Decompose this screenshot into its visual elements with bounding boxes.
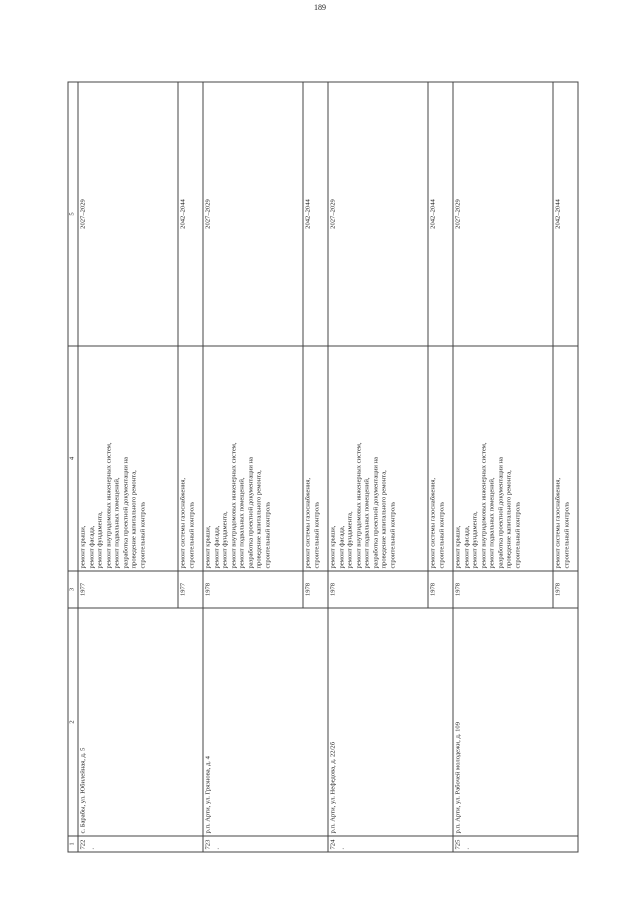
work-item: ремонт крыши, bbox=[329, 525, 337, 568]
work-item: строительный контроль bbox=[389, 501, 397, 568]
construction-year: 1978 bbox=[303, 571, 328, 608]
work-item: проведение капитального ремонта, bbox=[255, 469, 263, 568]
column-number: 2 bbox=[68, 608, 78, 836]
work-item: ремонт системы газоснабжения, bbox=[304, 477, 312, 568]
column-number: 1 bbox=[68, 836, 78, 852]
capital-repair-table bbox=[68, 81, 579, 852]
repair-works bbox=[453, 346, 553, 571]
column-number: 4 bbox=[68, 346, 78, 571]
repair-period: 2042–2044 bbox=[428, 82, 453, 346]
building-address: р.п. Арти, ул. Грязнова, д. 4 bbox=[203, 608, 328, 836]
work-item: ремонт подвальных помещений, bbox=[238, 477, 246, 568]
work-item: ремонт фундамента, bbox=[471, 510, 479, 568]
construction-year: 1978 bbox=[428, 571, 453, 608]
repair-works bbox=[303, 346, 328, 571]
repair-works bbox=[78, 346, 178, 571]
work-item: ремонт внутридомовых инженерных систем, bbox=[230, 441, 238, 568]
building-address: р.п. Арти, ул. Нефедова, д. 22/2б bbox=[328, 608, 453, 836]
work-item: строительный контроль bbox=[264, 501, 272, 568]
table-row bbox=[78, 82, 178, 852]
construction-year: 1978 bbox=[453, 571, 553, 608]
table-row bbox=[203, 82, 303, 852]
work-item: ремонт подвальных помещений, bbox=[363, 477, 371, 568]
page-number: 189 bbox=[314, 3, 326, 12]
repair-works bbox=[203, 346, 303, 571]
work-item: ремонт внутридомовых инженерных систем, bbox=[105, 441, 113, 568]
repair-works bbox=[428, 346, 453, 571]
repair-works bbox=[328, 346, 428, 571]
row-number: 722. bbox=[78, 836, 203, 852]
repair-period: 2027–2029 bbox=[453, 82, 553, 346]
column-number-row bbox=[68, 82, 78, 852]
rotated-table-container bbox=[68, 82, 573, 852]
work-item: строительный контроль bbox=[188, 501, 196, 568]
work-item: ремонт фасада, bbox=[213, 525, 221, 568]
work-item: ремонт фундамента, bbox=[346, 510, 354, 568]
repair-works bbox=[178, 346, 203, 571]
row-number: 725. bbox=[453, 836, 578, 852]
work-item: ремонт фасада, bbox=[88, 525, 96, 568]
work-item: строительный контроль bbox=[563, 501, 571, 568]
construction-year: 1978 bbox=[203, 571, 303, 608]
work-item: строительный контроль bbox=[438, 501, 446, 568]
row-number: 723. bbox=[203, 836, 328, 852]
work-item: ремонт внутридомовых инженерных систем, bbox=[355, 441, 363, 568]
work-item: ремонт крыши, bbox=[204, 525, 212, 568]
work-item: проведение капитального ремонта, bbox=[130, 469, 138, 568]
work-item: ремонт подвальных помещений, bbox=[488, 477, 496, 568]
construction-year: 1978 bbox=[328, 571, 428, 608]
work-item: проведение капитального ремонта, bbox=[505, 469, 513, 568]
repair-works bbox=[553, 346, 578, 571]
row-number: 724. bbox=[328, 836, 453, 852]
column-number: 3 bbox=[68, 571, 78, 608]
work-item: ремонт фундамента, bbox=[221, 510, 229, 568]
work-item: ремонт системы газоснабжения, bbox=[179, 477, 187, 568]
work-item: ремонт внутридомовых инженерных систем, bbox=[480, 441, 488, 568]
table-row bbox=[328, 82, 428, 852]
work-item: ремонт системы газоснабжения, bbox=[429, 477, 437, 568]
work-item: ремонт системы газоснабжения, bbox=[554, 477, 562, 568]
work-item: разработка проектной документации на bbox=[497, 456, 505, 568]
work-item: разработка проектной документации на bbox=[247, 456, 255, 568]
repair-period: 2042–2044 bbox=[303, 82, 328, 346]
repair-period: 2027–2029 bbox=[78, 82, 178, 346]
construction-year: 1977 bbox=[78, 571, 178, 608]
work-item: ремонт крыши, bbox=[79, 525, 87, 568]
work-item: ремонт фасада, bbox=[463, 525, 471, 568]
column-number: 5 bbox=[68, 82, 78, 346]
repair-period: 2042–2044 bbox=[178, 82, 203, 346]
work-item: разработка проектной документации на bbox=[372, 456, 380, 568]
work-item: строительный контроль bbox=[514, 501, 522, 568]
construction-year: 1978 bbox=[553, 571, 578, 608]
work-item: ремонт подвальных помещений, bbox=[113, 477, 121, 568]
work-item: строительный контроль bbox=[139, 501, 147, 568]
work-item: ремонт фасада, bbox=[338, 525, 346, 568]
repair-period: 2042–2044 bbox=[553, 82, 578, 346]
construction-year: 1977 bbox=[178, 571, 203, 608]
building-address: р.п. Арти, ул. Рабочей молодежи, д. 109 bbox=[453, 608, 578, 836]
work-item: ремонт крыши, bbox=[454, 525, 462, 568]
work-item: проведение капитального ремонта, bbox=[380, 469, 388, 568]
repair-period: 2027–2029 bbox=[203, 82, 303, 346]
repair-period: 2027–2029 bbox=[328, 82, 428, 346]
work-item: строительный контроль bbox=[313, 501, 321, 568]
work-item: разработка проектной документации на bbox=[122, 456, 130, 568]
building-address: с. Барабы, ул. Юбилейная, д. 5 bbox=[78, 608, 203, 836]
work-item: ремонт фундамента, bbox=[96, 510, 104, 568]
table-row bbox=[453, 82, 553, 852]
